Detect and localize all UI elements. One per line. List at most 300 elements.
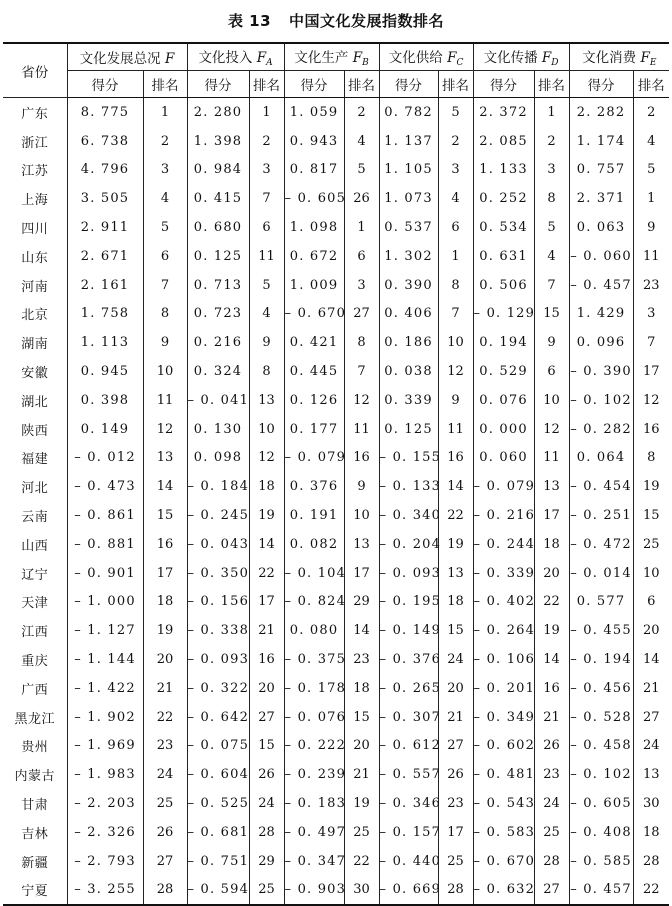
score-cell: 2. 371 — [569, 184, 633, 213]
rank-cell: 14 — [438, 472, 473, 501]
table-body — [3, 98, 669, 906]
rank-cell: 18 — [143, 588, 187, 617]
score-cell: – 0. 350 — [187, 559, 249, 588]
score-cell: – 0. 669 — [379, 876, 438, 906]
score-cell: – 0. 455 — [569, 616, 633, 645]
score-cell: 0. 817 — [284, 156, 344, 185]
score-cell: 0. 000 — [473, 415, 534, 444]
rank-cell: 7 — [249, 184, 284, 213]
province-cell: 陕西 — [3, 415, 67, 444]
table-row — [3, 530, 669, 559]
score-cell: 0. 445 — [284, 357, 344, 386]
rank-cell: 19 — [534, 616, 569, 645]
rank-cell: 12 — [143, 415, 187, 444]
rank-cell: 28 — [249, 818, 284, 847]
header-rank: 排名 — [344, 71, 379, 98]
score-cell: 1. 105 — [379, 156, 438, 185]
rank-cell: 24 — [143, 760, 187, 789]
rank-cell: 27 — [344, 300, 379, 329]
rank-cell: 3 — [633, 300, 669, 329]
score-cell: 0. 339 — [379, 386, 438, 415]
score-cell: – 0. 156 — [187, 588, 249, 617]
rank-cell: 11 — [344, 415, 379, 444]
group-subscript: A — [266, 58, 273, 68]
table-row — [3, 156, 669, 185]
rank-cell: 30 — [344, 876, 379, 906]
score-cell: – 0. 338 — [187, 616, 249, 645]
table-row — [3, 472, 669, 501]
header-row-groups — [3, 43, 669, 71]
table-row — [3, 501, 669, 530]
score-cell: – 1. 983 — [67, 760, 143, 789]
score-cell: – 0. 195 — [379, 588, 438, 617]
header-rank: 排名 — [633, 71, 669, 98]
score-cell: – 1. 144 — [67, 645, 143, 674]
score-cell: 0. 534 — [473, 213, 534, 242]
score-cell: – 0. 605 — [284, 184, 344, 213]
rank-cell: 7 — [633, 328, 669, 357]
score-cell: 0. 126 — [284, 386, 344, 415]
score-cell: 0. 415 — [187, 184, 249, 213]
score-cell: – 0. 681 — [187, 818, 249, 847]
score-cell: – 0. 497 — [284, 818, 344, 847]
score-cell: – 0. 340 — [379, 501, 438, 530]
rank-cell: 28 — [534, 847, 569, 876]
rank-cell: 28 — [438, 876, 473, 906]
group-symbol: F — [164, 51, 175, 67]
score-cell: – 0. 604 — [187, 760, 249, 789]
rank-cell: 1 — [438, 242, 473, 271]
score-cell: – 0. 102 — [569, 760, 633, 789]
rank-cell: 14 — [534, 645, 569, 674]
rank-cell: 25 — [249, 876, 284, 906]
rank-cell: 23 — [143, 732, 187, 761]
score-cell: – 3. 255 — [67, 876, 143, 906]
score-cell: 1. 133 — [473, 156, 534, 185]
rank-cell: 28 — [143, 876, 187, 906]
rank-cell: 19 — [143, 616, 187, 645]
rank-cell: 5 — [438, 98, 473, 127]
rank-cell: 2 — [438, 127, 473, 156]
score-cell: 0. 537 — [379, 213, 438, 242]
rank-cell: 18 — [534, 530, 569, 559]
score-cell: – 0. 375 — [284, 645, 344, 674]
table-row — [3, 732, 669, 761]
rank-cell: 27 — [534, 876, 569, 906]
header-group — [379, 43, 473, 71]
score-cell: – 0. 183 — [284, 789, 344, 818]
group-subscript: B — [362, 58, 369, 68]
score-cell: – 0. 014 — [569, 559, 633, 588]
rank-cell: 20 — [633, 616, 669, 645]
rank-cell: 22 — [344, 847, 379, 876]
table-row — [3, 760, 669, 789]
rank-cell: 3 — [438, 156, 473, 185]
rank-cell: 8 — [633, 444, 669, 473]
score-cell: – 0. 149 — [379, 616, 438, 645]
header-group — [67, 43, 187, 71]
group-name: 文化供给 — [388, 50, 448, 66]
group-name: 文化发展总况 — [79, 51, 165, 67]
rank-cell: 24 — [438, 645, 473, 674]
rank-cell: 16 — [438, 444, 473, 473]
rank-cell: 29 — [249, 847, 284, 876]
rank-cell: 21 — [633, 674, 669, 703]
header-score: 得分 — [569, 71, 633, 98]
rank-cell: 20 — [438, 674, 473, 703]
rank-cell: 22 — [633, 876, 669, 906]
rank-cell: 23 — [344, 645, 379, 674]
score-cell: – 0. 861 — [67, 501, 143, 530]
rank-cell: 9 — [249, 328, 284, 357]
score-cell: – 0. 104 — [284, 559, 344, 588]
score-cell: – 0. 481 — [473, 760, 534, 789]
rank-cell: 12 — [249, 444, 284, 473]
rank-cell: 8 — [344, 328, 379, 357]
culture-index-table — [3, 42, 669, 906]
rank-cell: 6 — [633, 588, 669, 617]
rank-cell: 3 — [143, 156, 187, 185]
score-cell: 0. 398 — [67, 386, 143, 415]
rank-cell: 8 — [438, 271, 473, 300]
rank-cell: 21 — [438, 703, 473, 732]
group-subscript: D — [551, 58, 559, 68]
table-row — [3, 328, 669, 357]
score-cell: – 0. 543 — [473, 789, 534, 818]
score-cell: 1. 174 — [569, 127, 633, 156]
score-cell: – 0. 402 — [473, 588, 534, 617]
rank-cell: 8 — [249, 357, 284, 386]
rank-cell: 23 — [438, 789, 473, 818]
table-row — [3, 789, 669, 818]
group-symbol: F — [352, 50, 363, 66]
province-cell: 山西 — [3, 530, 67, 559]
rank-cell: 5 — [143, 213, 187, 242]
score-cell: 0. 680 — [187, 213, 249, 242]
rank-cell: 16 — [249, 645, 284, 674]
score-cell: – 0. 824 — [284, 588, 344, 617]
rank-cell: 10 — [143, 357, 187, 386]
score-cell: – 0. 251 — [569, 501, 633, 530]
rank-cell: 12 — [344, 386, 379, 415]
group-name: 文化传播 — [483, 50, 542, 66]
rank-cell: 4 — [143, 184, 187, 213]
province-cell: 江苏 — [3, 156, 67, 185]
table-row — [3, 818, 669, 847]
rank-cell: 2 — [143, 127, 187, 156]
rank-cell: 15 — [534, 300, 569, 329]
score-cell: 0. 216 — [187, 328, 249, 357]
rank-cell: 13 — [438, 559, 473, 588]
score-cell: – 0. 440 — [379, 847, 438, 876]
province-cell: 甘肃 — [3, 789, 67, 818]
province-cell: 云南 — [3, 501, 67, 530]
rank-cell: 14 — [344, 616, 379, 645]
score-cell: – 0. 901 — [67, 559, 143, 588]
rank-cell: 14 — [143, 472, 187, 501]
province-cell: 河南 — [3, 271, 67, 300]
score-cell: 1. 137 — [379, 127, 438, 156]
rank-cell: 6 — [143, 242, 187, 271]
rank-cell: 5 — [249, 271, 284, 300]
rank-cell: 19 — [249, 501, 284, 530]
rank-cell: 20 — [534, 559, 569, 588]
score-cell: 0. 064 — [569, 444, 633, 473]
rank-cell: 12 — [438, 357, 473, 386]
rank-cell: 25 — [143, 789, 187, 818]
rank-cell: 6 — [249, 213, 284, 242]
rank-cell: 20 — [249, 674, 284, 703]
score-cell: – 2. 326 — [67, 818, 143, 847]
rank-cell: 13 — [143, 444, 187, 473]
score-cell: – 0. 184 — [187, 472, 249, 501]
score-cell: – 0. 557 — [379, 760, 438, 789]
rank-cell: 17 — [344, 559, 379, 588]
score-cell: 2. 282 — [569, 98, 633, 127]
rank-cell: 17 — [438, 818, 473, 847]
table-row — [3, 847, 669, 876]
table-row — [3, 242, 669, 271]
score-cell: – 0. 585 — [569, 847, 633, 876]
score-cell: 0. 506 — [473, 271, 534, 300]
score-cell: 0. 782 — [379, 98, 438, 127]
score-cell: 1. 429 — [569, 300, 633, 329]
rank-cell: 12 — [633, 386, 669, 415]
score-cell: 0. 038 — [379, 357, 438, 386]
score-cell: 2. 280 — [187, 98, 249, 127]
rank-cell: 26 — [438, 760, 473, 789]
rank-cell: 27 — [143, 847, 187, 876]
rank-cell: 25 — [438, 847, 473, 876]
rank-cell: 8 — [534, 184, 569, 213]
rank-cell: 9 — [344, 472, 379, 501]
rank-cell: 16 — [534, 674, 569, 703]
rank-cell: 21 — [344, 760, 379, 789]
rank-cell: 22 — [143, 703, 187, 732]
rank-cell: 3 — [249, 156, 284, 185]
score-cell: – 0. 528 — [569, 703, 633, 732]
table-row — [3, 674, 669, 703]
rank-cell: 17 — [633, 357, 669, 386]
score-cell: 0. 191 — [284, 501, 344, 530]
rank-cell: 15 — [438, 616, 473, 645]
score-cell: 6. 738 — [67, 127, 143, 156]
province-cell: 湖南 — [3, 328, 67, 357]
score-cell: – 0. 129 — [473, 300, 534, 329]
score-cell: 0. 421 — [284, 328, 344, 357]
province-cell: 宁夏 — [3, 876, 67, 906]
score-cell: 4. 796 — [67, 156, 143, 185]
rank-cell: 26 — [249, 760, 284, 789]
table-row — [3, 184, 669, 213]
rank-cell: 22 — [534, 588, 569, 617]
rank-cell: 1 — [143, 98, 187, 127]
score-cell: – 2. 793 — [67, 847, 143, 876]
rank-cell: 3 — [344, 271, 379, 300]
score-cell: 2. 911 — [67, 213, 143, 242]
rank-cell: 2 — [344, 98, 379, 127]
score-cell: 0. 130 — [187, 415, 249, 444]
score-cell: – 0. 155 — [379, 444, 438, 473]
score-cell: – 1. 969 — [67, 732, 143, 761]
score-cell: – 1. 000 — [67, 588, 143, 617]
province-cell: 四川 — [3, 213, 67, 242]
table-row — [3, 415, 669, 444]
score-cell: – 0. 106 — [473, 645, 534, 674]
score-cell: – 0. 012 — [67, 444, 143, 473]
rank-cell: 1 — [633, 184, 669, 213]
score-cell: – 0. 239 — [284, 760, 344, 789]
score-cell: 0. 945 — [67, 357, 143, 386]
score-cell: – 0. 751 — [187, 847, 249, 876]
rank-cell: 7 — [534, 271, 569, 300]
table-row — [3, 645, 669, 674]
rank-cell: 17 — [534, 501, 569, 530]
province-cell: 新疆 — [3, 847, 67, 876]
score-cell: – 0. 456 — [569, 674, 633, 703]
rank-cell: 5 — [534, 213, 569, 242]
score-cell: – 0. 079 — [473, 472, 534, 501]
province-cell: 贵州 — [3, 732, 67, 761]
rank-cell: 18 — [438, 588, 473, 617]
rank-cell: 17 — [249, 588, 284, 617]
score-cell: 1. 113 — [67, 328, 143, 357]
group-name: 文化消费 — [582, 50, 641, 66]
rank-cell: 21 — [143, 674, 187, 703]
province-cell: 上海 — [3, 184, 67, 213]
province-cell: 北京 — [3, 300, 67, 329]
score-cell: 3. 505 — [67, 184, 143, 213]
score-cell: – 0. 076 — [284, 703, 344, 732]
rank-cell: 11 — [633, 242, 669, 271]
score-cell: – 0. 670 — [284, 300, 344, 329]
score-cell: 1. 398 — [187, 127, 249, 156]
score-cell: 0. 529 — [473, 357, 534, 386]
rank-cell: 27 — [438, 732, 473, 761]
table-title: 中国文化发展指数排名 — [289, 12, 445, 30]
rank-cell: 6 — [438, 213, 473, 242]
score-cell: – 0. 178 — [284, 674, 344, 703]
score-cell: 8. 775 — [67, 98, 143, 127]
score-cell: 0. 376 — [284, 472, 344, 501]
score-cell: – 1. 902 — [67, 703, 143, 732]
score-cell: 0. 177 — [284, 415, 344, 444]
rank-cell: 4 — [249, 300, 284, 329]
score-cell: – 0. 458 — [569, 732, 633, 761]
rank-cell: 24 — [633, 732, 669, 761]
rank-cell: 13 — [249, 386, 284, 415]
score-cell: 0. 096 — [569, 328, 633, 357]
rank-cell: 16 — [633, 415, 669, 444]
rank-cell: 7 — [344, 357, 379, 386]
table-row — [3, 444, 669, 473]
score-cell: – 0. 245 — [187, 501, 249, 530]
province-cell: 安徽 — [3, 357, 67, 386]
table-row — [3, 703, 669, 732]
rank-cell: 7 — [438, 300, 473, 329]
province-cell: 重庆 — [3, 645, 67, 674]
score-cell: – 0. 473 — [67, 472, 143, 501]
score-cell: 0. 125 — [187, 242, 249, 271]
group-subscript: E — [649, 58, 657, 68]
header-score: 得分 — [67, 71, 143, 98]
rank-cell: 4 — [633, 127, 669, 156]
rank-cell: 10 — [633, 559, 669, 588]
score-cell: 2. 372 — [473, 98, 534, 127]
rank-cell: 23 — [633, 271, 669, 300]
rank-cell: 13 — [344, 530, 379, 559]
rank-cell: 9 — [534, 328, 569, 357]
rank-cell: 11 — [438, 415, 473, 444]
score-cell: – 0. 339 — [473, 559, 534, 588]
header-rank: 排名 — [143, 71, 187, 98]
score-cell: – 0. 194 — [569, 645, 633, 674]
rank-cell: 10 — [344, 501, 379, 530]
province-cell: 辽宁 — [3, 559, 67, 588]
score-cell: – 0. 079 — [284, 444, 344, 473]
rank-cell: 18 — [633, 818, 669, 847]
rank-cell: 15 — [633, 501, 669, 530]
rank-cell: 2 — [249, 127, 284, 156]
group-symbol: F — [541, 50, 552, 66]
province-cell: 吉林 — [3, 818, 67, 847]
rank-cell: 11 — [534, 444, 569, 473]
rank-cell: 19 — [344, 789, 379, 818]
score-cell: – 0. 376 — [379, 645, 438, 674]
table-row — [3, 300, 669, 329]
score-cell: 0. 406 — [379, 300, 438, 329]
rank-cell: 23 — [534, 760, 569, 789]
score-cell: – 0. 244 — [473, 530, 534, 559]
score-cell: – 0. 222 — [284, 732, 344, 761]
rank-cell: 9 — [143, 328, 187, 357]
score-cell: – 0. 670 — [473, 847, 534, 876]
rank-cell: 20 — [344, 732, 379, 761]
score-cell: – 0. 605 — [569, 789, 633, 818]
rank-cell: 1 — [344, 213, 379, 242]
score-cell: 0. 082 — [284, 530, 344, 559]
header-score: 得分 — [379, 71, 438, 98]
score-cell: 0. 252 — [473, 184, 534, 213]
province-cell: 广东 — [3, 98, 67, 127]
score-cell: 0. 757 — [569, 156, 633, 185]
score-cell: 1. 302 — [379, 242, 438, 271]
score-cell: 0. 943 — [284, 127, 344, 156]
header-group — [569, 43, 669, 71]
header-group — [284, 43, 379, 71]
score-cell: 0. 063 — [569, 213, 633, 242]
score-cell: – 0. 642 — [187, 703, 249, 732]
province-cell: 内蒙古 — [3, 760, 67, 789]
score-cell: – 0. 093 — [379, 559, 438, 588]
rank-cell: 24 — [249, 789, 284, 818]
rank-cell: 30 — [633, 789, 669, 818]
header-rank: 排名 — [249, 71, 284, 98]
score-cell: 0. 060 — [473, 444, 534, 473]
province-cell: 河北 — [3, 472, 67, 501]
score-cell: 2. 161 — [67, 271, 143, 300]
score-cell: – 0. 457 — [569, 876, 633, 906]
score-cell: – 0. 204 — [379, 530, 438, 559]
score-cell: 1. 059 — [284, 98, 344, 127]
score-cell: 1. 073 — [379, 184, 438, 213]
score-cell: 0. 390 — [379, 271, 438, 300]
rank-cell: 6 — [534, 357, 569, 386]
rank-cell: 18 — [344, 674, 379, 703]
province-cell: 山东 — [3, 242, 67, 271]
rank-cell: 15 — [344, 703, 379, 732]
rank-cell: 10 — [534, 386, 569, 415]
